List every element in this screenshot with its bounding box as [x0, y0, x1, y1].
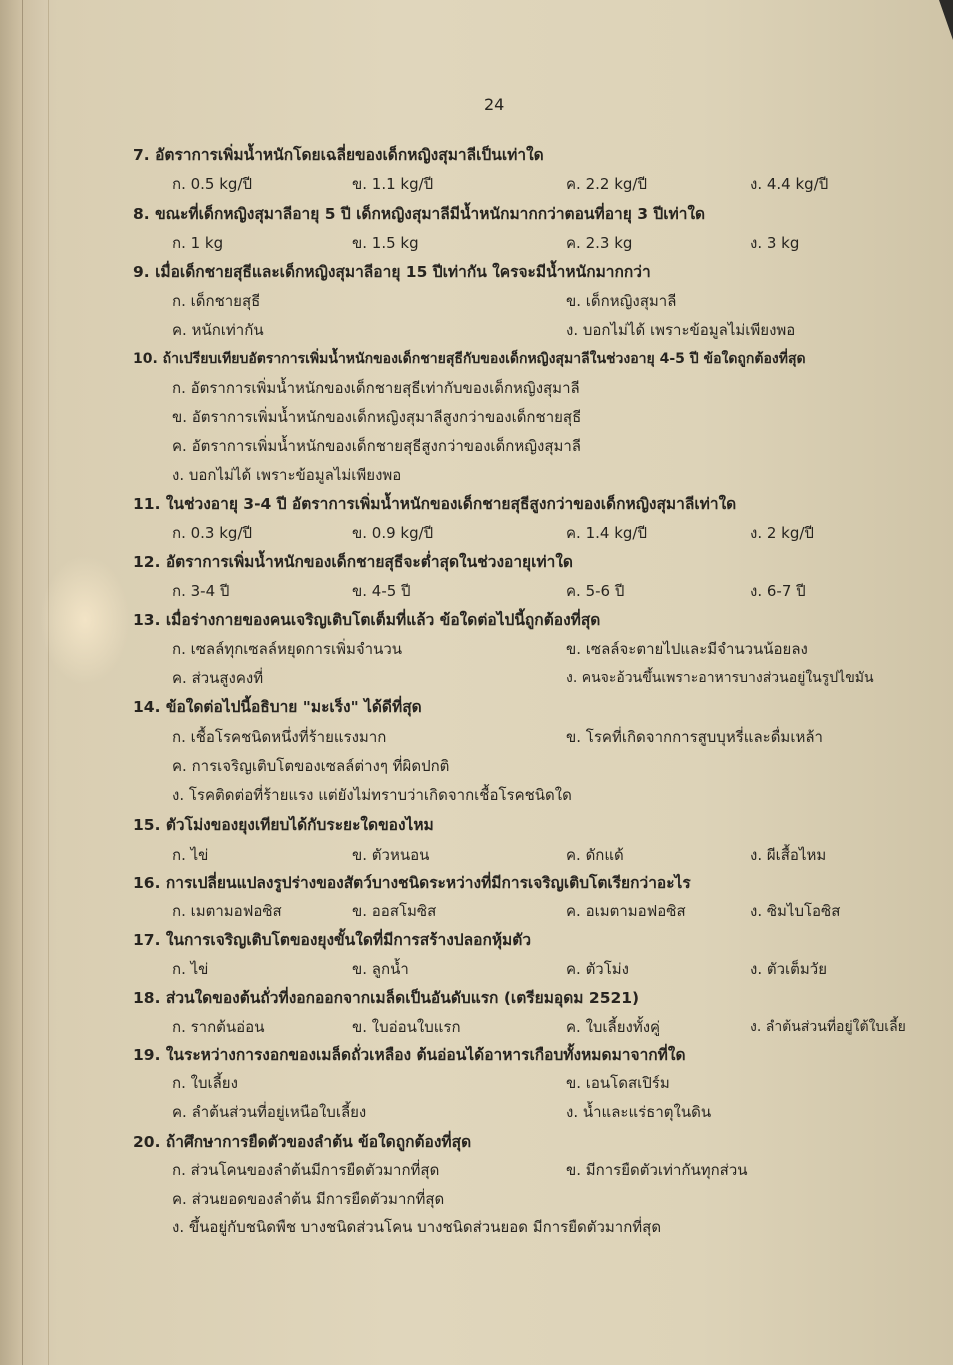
option-11b: ข. 0.9 kg/ปี	[352, 524, 434, 542]
option-19b: ข. เอนโดสเปิร์ม	[566, 1074, 670, 1092]
option-17c: ค. ตัวโม่ง	[566, 960, 630, 978]
option-14d: ง. โรคติดต่อที่ร้ายแรง แต่ยังไม่ทราบว่าเกิดจากเชื้อโรคชนิดใด	[172, 786, 572, 804]
option-19d: ง. น้ำและแร่ธาตุในดิน	[566, 1103, 712, 1121]
option-15b: ข. ตัวหนอน	[352, 846, 430, 864]
question-13: 13. เมื่อร่างกายของคนเจริญเติบโตเต็มที่แล้ว ข้อใดต่อไปนี้ถูกต้องที่สุด	[133, 611, 601, 629]
spine-fold-line	[22, 0, 23, 1365]
option-15a: ก. ไข่	[172, 846, 209, 864]
option-8c: ค. 2.3 kg	[566, 234, 633, 252]
question-10: 10. ถ้าเปรียบเทียบอัตราการเพิ่มน้ำหนักของเด็กชายสุธีกับของเด็กหญิงสุมาลีในช่วงอายุ 4-5 ปี ข้อใดถูกต้องที่สุด	[133, 351, 806, 367]
option-8a: ก. 1 kg	[172, 234, 224, 252]
question-11: 11. ในช่วงอายุ 3-4 ปี อัตราการเพิ่มน้ำหนักของเด็กชายสุธีสูงกว่าของเด็กหญิงสุมาลีเท่าใด	[133, 495, 737, 513]
option-16b: ข. ออสโมซิส	[352, 902, 437, 920]
option-9c: ค. หนักเท่ากัน	[172, 321, 264, 339]
option-11d: ง. 2 kg/ปี	[750, 524, 814, 542]
option-7d: ง. 4.4 kg/ปี	[750, 175, 829, 193]
question-12: 12. อัตราการเพิ่มน้ำหนักของเด็กชายสุธีจะต่ำสุดในช่วงอายุเท่าใด	[133, 553, 573, 571]
question-17: 17. ในการเจริญเติบโตของยุงขั้นใดที่มีการสร้างปลอกหุ้มตัว	[133, 931, 532, 949]
option-15d: ง. ผีเสื้อไหม	[750, 846, 827, 864]
option-17a: ก. ไข่	[172, 960, 209, 978]
question-20: 20. ถ้าศึกษาการยืดตัวของลำต้น ข้อใดถูกต้องที่สุด	[133, 1133, 472, 1151]
option-7a: ก. 0.5 kg/ปี	[172, 175, 253, 193]
option-18c: ค. ใบเลี้ยงทั้งคู่	[566, 1018, 661, 1036]
option-16d: ง. ซิมไบโอซิส	[750, 902, 841, 920]
option-7c: ค. 2.2 kg/ปี	[566, 175, 647, 193]
option-19c: ค. ลำต้นส่วนที่อยู่เหนือใบเลี้ยง	[172, 1103, 367, 1121]
option-12b: ข. 4-5 ปี	[352, 582, 411, 600]
option-14b: ข. โรคที่เกิดจากการสูบบุหรี่และดื่มเหล้า	[566, 728, 823, 746]
option-20c: ค. ส่วนยอดของลำต้น มีการยืดตัวมากที่สุด	[172, 1190, 445, 1208]
option-11a: ก. 0.3 kg/ปี	[172, 524, 253, 542]
option-7b: ข. 1.1 kg/ปี	[352, 175, 434, 193]
question-7: 7. อัตราการเพิ่มน้ำหนักโดยเฉลี่ยของเด็กหญิงสุมาลีเป็นเท่าใด	[133, 146, 544, 164]
option-13d: ง. คนจะอ้วนขึ้นเพราะอาหารบางส่วนอยู่ในรูปไขมัน	[566, 670, 874, 686]
option-9d: ง. บอกไม่ได้ เพราะข้อมูลไม่เพียงพอ	[566, 321, 796, 339]
option-10b: ข. อัตราการเพิ่มน้ำหนักของเด็กหญิงสุมาลีสูงกว่าของเด็กชายสุธี	[172, 408, 582, 426]
option-15c: ค. ดักแด้	[566, 846, 624, 864]
page-number: 24	[484, 95, 505, 114]
question-8: 8. ขณะที่เด็กหญิงสุมาลีอายุ 5 ปี เด็กหญิงสุมาลีมีน้ำหนักมากกว่าตอนที่อายุ 3 ปีเท่าใด	[133, 205, 706, 223]
option-18b: ข. ใบอ่อนใบแรก	[352, 1018, 461, 1036]
option-8b: ข. 1.5 kg	[352, 234, 419, 252]
option-13c: ค. ส่วนสูงคงที่	[172, 669, 264, 687]
scan-corner-shadow	[939, 0, 953, 40]
option-8d: ง. 3 kg	[750, 234, 800, 252]
option-14a: ก. เชื้อโรคชนิดหนึ่งที่ร้ายแรงมาก	[172, 728, 387, 746]
option-9a: ก. เด็กชายสุธี	[172, 292, 261, 310]
option-9b: ข. เด็กหญิงสุมาลี	[566, 292, 677, 310]
option-16a: ก. เมตามอฟอซิส	[172, 902, 282, 920]
option-18d: ง. ลำต้นส่วนที่อยู่ใต้ใบเลี้ย	[750, 1019, 906, 1035]
option-19a: ก. ใบเลี้ยง	[172, 1074, 238, 1092]
option-20a: ก. ส่วนโคนของลำต้นมีการยืดตัวมากที่สุด	[172, 1161, 440, 1179]
question-19: 19. ในระหว่างการงอกของเมล็ดถั่วเหลือง ต้นอ่อนได้อาหารเกือบทั้งหมดมาจากที่ใด	[133, 1046, 686, 1064]
option-16c: ค. อเมตามอฟอซิส	[566, 902, 686, 920]
option-14c: ค. การเจริญเติบโตของเซลล์ต่างๆ ที่ผิดปกติ	[172, 757, 450, 775]
option-17b: ข. ลูกน้ำ	[352, 960, 409, 978]
question-16: 16. การเปลี่ยนแปลงรูปร่างของสัตว์บางชนิดระหว่างที่มีการเจริญเติบโตเรียกว่าอะไร	[133, 874, 691, 892]
option-13a: ก. เซลล์ทุกเซลล์หยุดการเพิ่มจำนวน	[172, 640, 402, 658]
option-12c: ค. 5-6 ปี	[566, 582, 625, 600]
question-18: 18. ส่วนใดของต้นถั่วที่งอกออกจากเมล็ดเป็นอันดับแรก (เตรียมอุดม 2521)	[133, 989, 640, 1007]
option-12d: ง. 6-7 ปี	[750, 582, 806, 600]
option-10a: ก. อัตราการเพิ่มน้ำหนักของเด็กชายสุธีเท่ากับของเด็กหญิงสุมาลี	[172, 379, 580, 397]
option-11c: ค. 1.4 kg/ปี	[566, 524, 647, 542]
question-9: 9. เมื่อเด็กชายสุธีและเด็กหญิงสุมาลีอายุ 15 ปีเท่ากัน ใครจะมีน้ำหนักมากกว่า	[133, 263, 651, 281]
option-20b: ข. มีการยืดตัวเท่ากันทุกส่วน	[566, 1161, 748, 1179]
option-20d: ง. ขึ้นอยู่กับชนิดพืช บางชนิดส่วนโคน บางชนิดส่วนยอด มีการยืดตัวมากที่สุด	[172, 1218, 662, 1236]
option-13b: ข. เซลล์จะตายไปและมีจำนวนน้อยลง	[566, 640, 808, 658]
option-12a: ก. 3-4 ปี	[172, 582, 230, 600]
option-10d: ง. บอกไม่ได้ เพราะข้อมูลไม่เพียงพอ	[172, 466, 402, 484]
question-15: 15. ตัวโม่งของยุงเทียบได้กับระยะใดของไหม	[133, 816, 434, 834]
option-18a: ก. รากต้นอ่อน	[172, 1018, 265, 1036]
paper-stain	[40, 555, 130, 685]
option-17d: ง. ตัวเต็มวัย	[750, 960, 827, 978]
question-14: 14. ข้อใดต่อไปนี้อธิบาย "มะเร็ง" ได้ดีที่สุด	[133, 698, 422, 716]
option-10c: ค. อัตราการเพิ่มน้ำหนักของเด็กชายสุธีสูงกว่าของเด็กหญิงสุมาลี	[172, 437, 581, 455]
